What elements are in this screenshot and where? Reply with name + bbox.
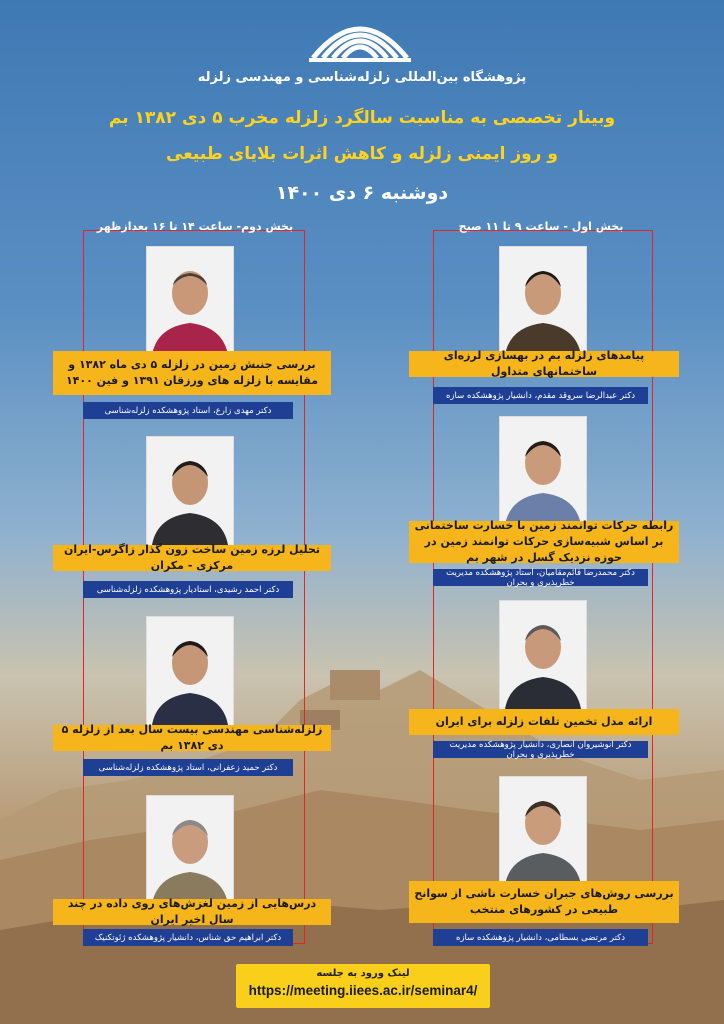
institute-logo bbox=[305, 6, 415, 68]
institute-name: پژوهشگاه بین‌المللی زلزله‌شناسی و مهندسی زلزله bbox=[197, 70, 527, 85]
speaker-photo bbox=[146, 795, 234, 905]
talk-topic: زلزله‌شناسی مهندسی بیست سال بعد از زلزله ۵ دی ۱۳۸۲ بم bbox=[53, 725, 331, 751]
speaker-photo bbox=[499, 600, 587, 710]
speaker-name: دکتر حمید زعفرانی، استاد پژوهشکده زلزله‌شناسی bbox=[83, 759, 293, 776]
event-date: دوشنبه ۶ دی ۱۴۰۰ bbox=[275, 182, 449, 204]
talk-topic: پیامدهای زلزله بم در بهسازی لرزه‌ای ساختمانهای متداول bbox=[409, 351, 679, 377]
second-session-heading: بخش دوم- ساعت ۱۴ تا ۱۶ بعدازظهر bbox=[96, 220, 294, 233]
talk-topic: رابطه حرکات توانمند زمین با خسارت ساختمانی بر اساس شبیه‌سازی حرکات توانمند زمین در حوزه نزدیک گسل در شهر بم bbox=[409, 521, 679, 563]
first-session-heading: بخش اول - ساعت ۹ تا ۱۱ صبح bbox=[458, 220, 624, 233]
speaker-photo bbox=[146, 436, 234, 546]
talk-topic: درس‌هایی از زمین لغزش‌های روی داده در چند سال اخیر ایران bbox=[53, 899, 331, 925]
speaker-name: دکتر ابراهیم حق شناس، دانشیار پژوهشکده ژئوتکنیک bbox=[83, 929, 293, 946]
webinar-title-line2: و روز ایمنی زلزله و کاهش اثرات بلایای طبیعی bbox=[166, 144, 558, 164]
webinar-title-line1: وبینار تخصصی به مناسبت سالگرد زلزله مخرب ۵ دی ۱۳۸۲ بم bbox=[108, 108, 616, 128]
speaker-photo bbox=[499, 776, 587, 886]
meeting-link-box[interactable] bbox=[236, 964, 490, 1008]
talk-topic: تحلیل لرزه زمین ساخت زون گذار زاگرس-ایران مرکزی - مکران bbox=[53, 545, 331, 571]
speaker-name: دکتر انوشیروان انصاری، دانشیار پژوهشکده مدیریت خطرپذیری و بحران bbox=[433, 741, 648, 758]
speaker-photo bbox=[146, 246, 234, 356]
speaker-name: دکتر مرتضی بسطامی، دانشیار پژوهشکده سازه bbox=[433, 929, 648, 946]
speaker-name: دکتر محمدرضا قائم‌مقامیان، استاد پژوهشکده مدیریت خطرپذیری و بحران bbox=[433, 569, 648, 586]
speaker-photo bbox=[499, 246, 587, 356]
talk-topic: بررسی روش‌های جبران خسارت ناشی از سوانح طبیعی در کشورهای منتخب bbox=[409, 881, 679, 923]
speaker-name: دکتر مهدی زارع، استاد پژوهشکده زلزله‌شناسی bbox=[83, 402, 293, 419]
talk-topic: بررسی جنبش زمین در زلزله ۵ دی ماه ۱۳۸۲ و مقایسه با زلزله های ورزقان ۱۳۹۱ و فین ۱۴۰۰ bbox=[53, 351, 331, 395]
talk-topic: ارائه مدل تخمین تلفات زلزله برای ایران bbox=[409, 709, 679, 735]
speaker-photo bbox=[499, 416, 587, 526]
speaker-photo bbox=[146, 616, 234, 726]
meeting-link-url[interactable]: https://meeting.iiees.ac.ir/seminar4/ bbox=[248, 983, 478, 998]
meeting-link-label: لینک ورود به جلسه bbox=[316, 968, 410, 979]
speaker-name: دکتر احمد رشیدی، استادیار پژوهشکده زلزله‌شناسی bbox=[83, 581, 293, 598]
speaker-name: دکتر عبدالرضا سروقد مقدم، دانشیار پژوهشکده سازه bbox=[433, 387, 648, 404]
